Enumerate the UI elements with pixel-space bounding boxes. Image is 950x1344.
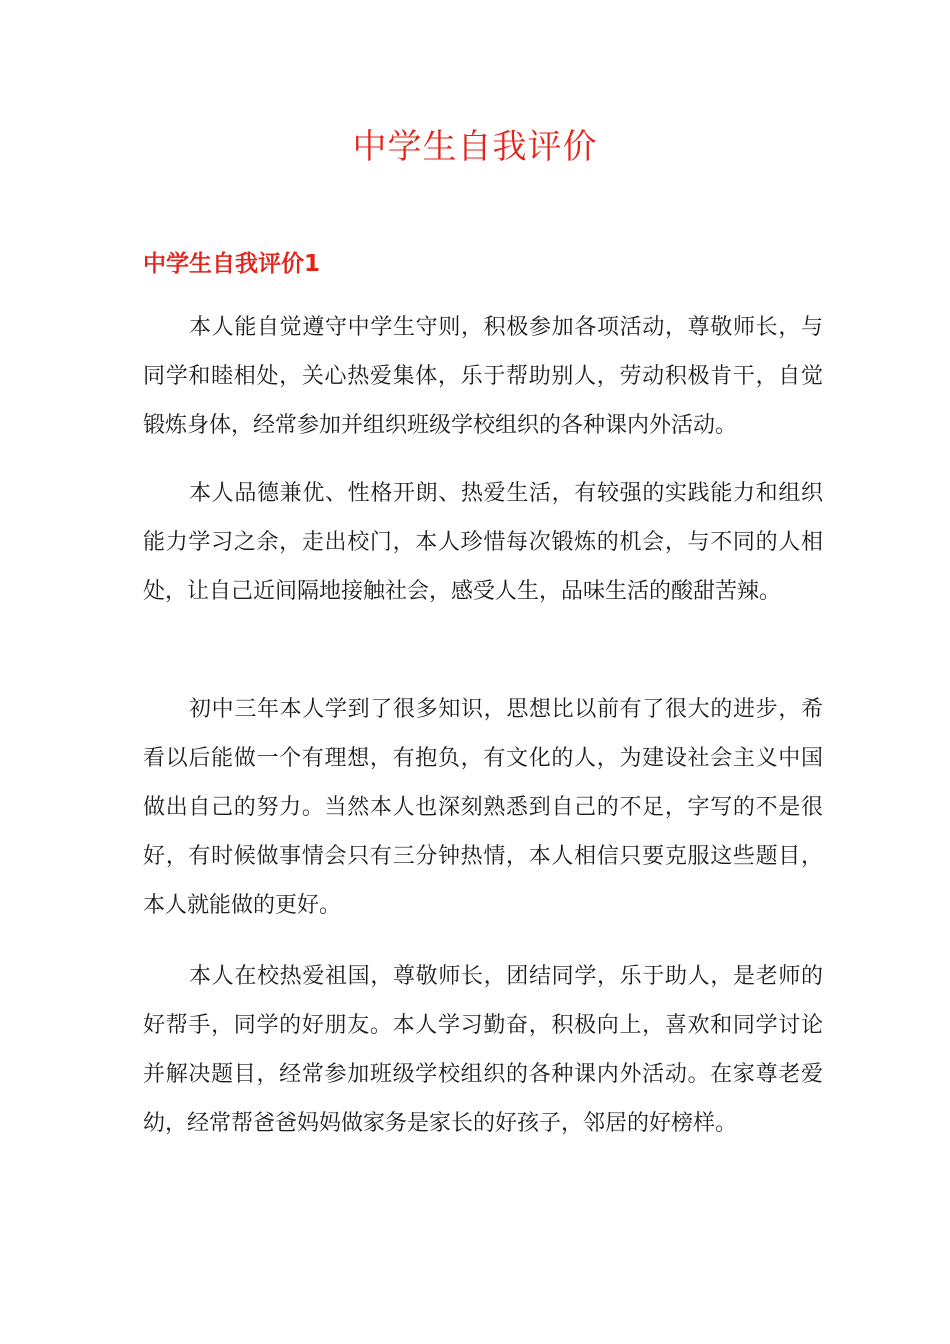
section-heading: 中学生自我评价1 [143,251,321,277]
paragraph-3: 初中三年本人学到了很多知识，思想比以前有了很大的进步，希看以后能做一个有理想，有抱负，有文化的人，为建设社会主义中国做出自己的努力。当然本人也深刻熟悉到自己的不足，字写的不是很好，有时候做事情会只有三分钟热情，本人相信只要克服这些题目，本人就能做的更好。 [143,697,823,918]
paragraph-2: 本人品德兼优、性格开朗、热爱生活，有较强的实践能力和组织能力学习之余，走出校门，本人珍惜每次锻炼的机会，与不同的人相处，让自己近间隔地接触社会，感受人生，品味生活的酸甜苦辣。 [143,481,823,604]
paragraph-4: 本人在校热爱祖国，尊敬师长，团结同学，乐于助人，是老师的好帮手，同学的好朋友。本人学习勤奋，积极向上，喜欢和同学讨论并解决题目，经常参加班级学校组织的各种课内外活动。在家尊老爱幼，经常帮爸爸妈妈做家务是家长的好孩子，邻居的好榜样。 [143,964,823,1136]
document-title: 中学生自我评价 [352,127,598,167]
paragraph-1: 本人能自觉遵守中学生守则，积极参加各项活动，尊敬师长，与同学和睦相处，关心热爱集体，乐于帮助别人，劳动积极肯干，自觉锻炼身体，经常参加并组织班级学校组织的各种课内外活动。 [143,315,823,438]
